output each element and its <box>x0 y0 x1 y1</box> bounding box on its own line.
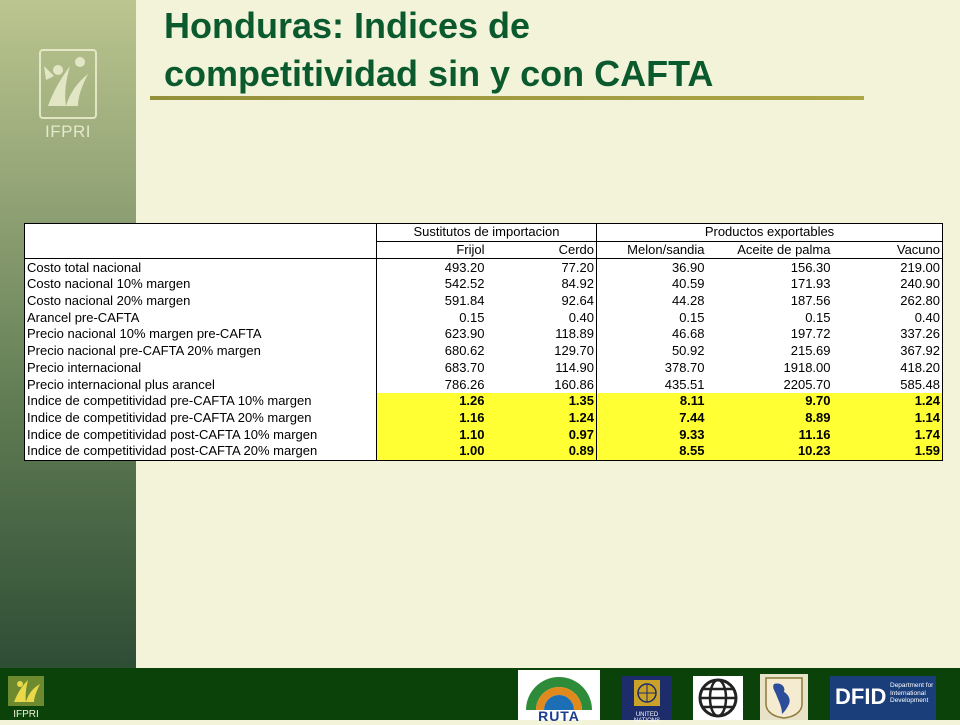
slide-title-line2: competitividad sin y con CAFTA <box>164 53 714 94</box>
dfid-logo <box>830 676 936 720</box>
row-label: Indice de competitividad pre-CAFTA 10% margen <box>27 393 312 409</box>
table-cell: 9.33 <box>597 426 707 443</box>
table-cell: 8.11 <box>597 393 707 410</box>
table-cell: 129.70 <box>554 343 594 359</box>
table-cell: 1.00 <box>377 443 487 460</box>
table-cell: 1.10 <box>377 426 487 443</box>
table-cell: 11.16 <box>707 426 833 443</box>
table-cell: 114.90 <box>555 359 594 375</box>
table-cell: 2205.70 <box>783 376 831 392</box>
row-label: Costo total nacional <box>27 259 142 275</box>
table-cell: 8.89 <box>707 410 833 427</box>
table-body <box>25 259 943 460</box>
table-cell: 1918.00 <box>783 359 831 375</box>
table-row <box>25 293 943 310</box>
competitiveness-table <box>24 223 943 461</box>
table-cell: 9.70 <box>707 393 833 410</box>
table-cell: 1.14 <box>833 410 943 427</box>
table-cell: 0.15 <box>805 309 831 325</box>
footer-ifpri-label: IFPRI <box>13 709 39 720</box>
ifpri-logo-label: IFPRI <box>45 122 91 141</box>
table-cell: 367.92 <box>900 343 941 359</box>
ruta-logo <box>518 670 600 724</box>
table-row <box>25 443 943 460</box>
table-row <box>25 376 943 393</box>
table-row <box>25 309 943 326</box>
table-cell: 10.23 <box>707 443 833 460</box>
table-cell: 156.30 <box>790 259 831 275</box>
row-label: Arancel pre-CAFTA <box>27 309 140 325</box>
table-row <box>25 426 943 443</box>
title-underline <box>150 96 864 100</box>
table-cell: 0.15 <box>377 309 487 326</box>
table-cell: 337.26 <box>900 326 941 342</box>
footer-ifpri-logo <box>6 674 46 720</box>
row-label: Precio internacional plus arancel <box>27 376 215 392</box>
table-cell: 84.92 <box>561 276 594 292</box>
table-cell: 8.55 <box>597 443 707 460</box>
table-cell: 786.26 <box>377 376 487 393</box>
table-row <box>25 276 943 293</box>
table-cell: 171.93 <box>790 276 831 292</box>
dfid-sub-line1: Department for <box>890 682 934 689</box>
table-cell: 1.59 <box>833 443 943 460</box>
table-corner-cell <box>25 224 377 242</box>
table-cell: 92.64 <box>561 293 594 309</box>
dfid-sub-label <box>890 682 934 705</box>
table-cell: 160.86 <box>554 376 594 392</box>
un-emblem-icon <box>622 676 672 712</box>
table-cell: 36.90 <box>597 259 707 276</box>
table-cell: 585.48 <box>900 376 941 392</box>
table-cell: 219.00 <box>900 259 941 275</box>
table-cell: 435.51 <box>597 376 707 393</box>
table-cell: 197.72 <box>790 326 831 342</box>
table-cell: 418.20 <box>900 359 941 375</box>
table-cell: 378.70 <box>597 360 707 377</box>
table-cell: 44.28 <box>597 293 707 310</box>
row-label: Precio internacional <box>27 359 142 375</box>
row-label: Costo nacional 10% margen <box>27 276 191 292</box>
dfid-main-label: DFID <box>835 684 887 709</box>
globe-icon <box>693 676 743 720</box>
table-cell: 623.90 <box>377 326 487 343</box>
row-label: Indice de competitividad pre-CAFTA 20% margen <box>27 409 312 425</box>
table-group-header-row <box>25 224 943 242</box>
table-cell: 0.97 <box>487 426 597 443</box>
table-corner-cell <box>25 241 377 259</box>
ifpri-logo <box>36 46 100 140</box>
ifpri-emblem-icon <box>36 46 100 122</box>
table-cell: 50.92 <box>597 343 707 360</box>
row-label: Precio nacional pre-CAFTA 20% margen <box>27 343 261 359</box>
group-header-sustitutos: Sustitutos de importacion <box>377 224 597 242</box>
table-row <box>25 259 943 276</box>
table-cell: 1.35 <box>487 393 597 410</box>
row-label: Indice de competitividad post-CAFTA 10% margen <box>27 426 318 442</box>
table-cell: 1.16 <box>377 410 487 427</box>
table-cell: 118.89 <box>555 326 594 342</box>
row-label: Indice de competitividad post-CAFTA 20% margen <box>27 443 318 459</box>
table-row <box>25 326 943 343</box>
table-column-header-row <box>25 241 943 259</box>
ifpri-emblem-icon <box>6 674 46 708</box>
table-cell: 591.84 <box>377 293 487 310</box>
table-cell: 262.80 <box>900 293 941 309</box>
row-label: Precio nacional 10% margen pre-CAFTA <box>27 326 262 342</box>
table-row <box>25 360 943 377</box>
column-header: Cerdo <box>487 241 597 259</box>
row-label: Costo nacional 20% margen <box>27 293 191 309</box>
un-logo <box>622 676 672 724</box>
table-cell: 240.90 <box>900 276 941 292</box>
bid-logo <box>760 674 808 720</box>
column-header: Frijol <box>377 241 487 259</box>
slide-title <box>164 2 713 98</box>
table-cell: 680.62 <box>377 343 487 360</box>
world-bank-logo <box>693 676 743 720</box>
table-cell: 0.40 <box>914 309 941 325</box>
table-cell: 215.69 <box>790 343 831 359</box>
table-cell: 0.15 <box>597 309 707 326</box>
column-header: Vacuno <box>833 241 943 259</box>
table-cell: 1.26 <box>377 393 487 410</box>
column-header: Melon/sandia <box>597 241 707 259</box>
table-cell: 7.44 <box>597 410 707 427</box>
table-cell: 46.68 <box>597 326 707 343</box>
slide-title-line1: Honduras: Indices de <box>164 5 531 46</box>
table-row <box>25 393 943 410</box>
table-row <box>25 410 943 427</box>
table-cell: 1.74 <box>833 426 943 443</box>
table-cell: 0.40 <box>568 309 594 325</box>
dfid-sub-line3: Development <box>890 697 929 704</box>
table-row <box>25 343 943 360</box>
table-cell: 0.89 <box>487 443 597 460</box>
un-label: UNITED NATIONS <box>633 712 661 724</box>
table-cell: 542.52 <box>377 276 487 293</box>
table-cell: 1.24 <box>833 393 943 410</box>
table-cell: 1.24 <box>487 410 597 427</box>
table-cell: 683.70 <box>377 360 487 377</box>
table-cell: 77.20 <box>561 259 594 275</box>
dfid-sub-line2: International <box>890 689 926 697</box>
table-cell: 187.56 <box>790 293 831 309</box>
americas-map-icon <box>760 674 808 720</box>
table-cell: 40.59 <box>597 276 707 293</box>
group-header-exportables: Productos exportables <box>597 224 943 242</box>
table-cell: 493.20 <box>377 259 487 276</box>
ruta-arc-icon <box>518 670 600 710</box>
column-header: Aceite de palma <box>707 241 833 259</box>
ruta-label: RUTA <box>538 708 580 724</box>
footer-bar <box>0 668 960 724</box>
